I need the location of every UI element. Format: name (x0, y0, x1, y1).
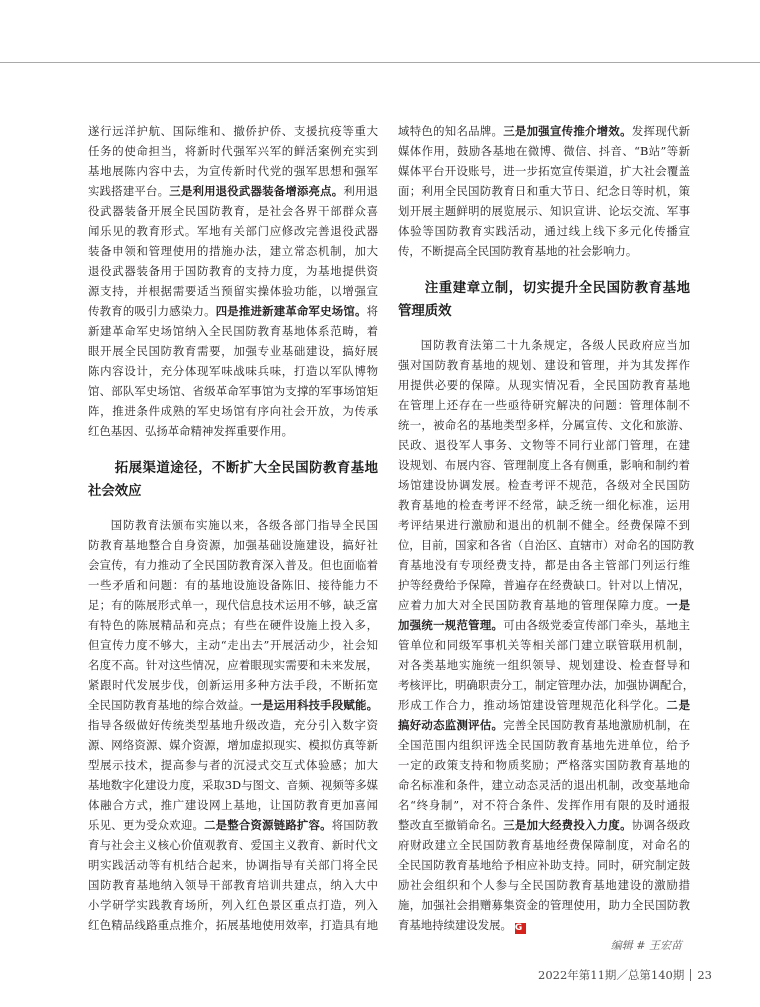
text-line (398, 795, 690, 815)
text-run: 有特色的陈展精品和亮点；有些在硬件设施上投入多， (88, 618, 378, 632)
text-line (88, 121, 378, 141)
text-line (88, 181, 378, 201)
bold-lead-phrase: 三是加强宣传推介增效。 (503, 124, 632, 138)
text-run: 指导各级做好传统类型基地升级改造，充分引入数字资 (88, 718, 378, 732)
text-line (398, 615, 690, 635)
text-run: 红色精品线路重点推介，拓展基地使用效率，打造具有地 (88, 918, 378, 932)
text-run: 民政、退役军人事务、文物等不同行业部门管理，在建 (398, 438, 690, 452)
text-run: 教育基地的检查考评不经常，缺乏统一细化标准，运用 (398, 498, 690, 512)
text-line (398, 915, 690, 935)
text-run: 对各类基地实施统一组织领导、规划建设、检查督导和 (398, 658, 690, 672)
text-line (88, 381, 378, 401)
text-line (398, 375, 690, 395)
text-line (398, 855, 690, 875)
text-line (88, 695, 378, 715)
text-line (88, 301, 378, 321)
text-run: 新建革命军史场馆纳入全民国防教育基地体系范畴，着 (88, 324, 378, 338)
bold-lead-phrase: 三是利用退役武器装备增添亮点。 (169, 184, 344, 198)
text-line (88, 735, 378, 755)
text-run: 育与社会主义核心价值观教育、爱国主义教育、新时代文 (88, 838, 378, 852)
text-line (88, 535, 378, 555)
text-line (88, 421, 378, 441)
text-line (88, 515, 378, 535)
text-run: 基地数字化建设力度，采取3D与图文、音频、视频等多媒 (88, 778, 378, 792)
section-heading (398, 277, 690, 323)
text-line (88, 815, 378, 835)
text-line (88, 915, 378, 935)
text-line (88, 675, 378, 695)
text-run: 役武器装备开展全民国防教育，是社会各界干部群众喜 (88, 204, 378, 218)
text-line (88, 655, 378, 675)
text-line (88, 161, 378, 181)
text-run: 将国防教 (331, 818, 378, 832)
text-line (88, 141, 378, 161)
text-line (398, 655, 690, 675)
text-run: 足；有的陈展形式单一，现代信息技术运用不够，缺乏富 (88, 598, 378, 612)
text-line (398, 675, 695, 695)
text-run: 源、网络资源、媒介资源，增加虚拟现实、模拟仿真等新 (88, 738, 378, 752)
text-line (88, 201, 378, 221)
text-run: 域特色的知名品牌。 (398, 124, 504, 138)
text-run: 防教育基地整合自身资源，加强基础设施建设，搞好社 (88, 538, 378, 552)
bold-lead-phrase: 加强统一规范管理。 (398, 618, 504, 632)
text-run: 小学研学实践教育场所，列入红色景区重点打造，列入 (88, 898, 378, 912)
text-run: 源支持，并根据需要适当预留实操体验功能，以增强宣 (88, 284, 378, 298)
section-heading (88, 457, 378, 503)
left-column (88, 121, 378, 935)
text-line (398, 895, 690, 915)
text-line (398, 835, 690, 855)
text-run: 一定的政策支持和物质奖励；严格落实国防教育基地的 (398, 758, 690, 772)
page-number: 23 (697, 968, 712, 982)
text-run: 基地展陈内容中去，为宣传新时代党的强军思想和强军 (88, 164, 378, 178)
bold-lead-phrase: 一是运用科技手段赋能。 (250, 698, 378, 712)
text-line (398, 635, 690, 655)
footer-separator (690, 969, 691, 981)
text-run: 体融合方式，推广建设网上基地，让国防教育更加喜闻 (88, 798, 378, 812)
text-run: 国防教育法第二十九条规定，各级人民政府应当加 (420, 338, 690, 352)
text-run: 施，加强社会捐赠募集资金的管理使用，助力全民国防教 (398, 898, 690, 912)
text-run: 统一，被命名的基地类型多样，分属宣传、文化和旅游、 (398, 418, 690, 432)
text-line (398, 815, 690, 835)
paragraph (398, 335, 695, 935)
text-line (398, 595, 690, 615)
text-run: 强对国防教育基地的规划、建设和管理，并为其发挥作 (398, 358, 690, 372)
text-run: 型展示技术，提高参与者的沉浸式交互式体验感；加大 (88, 758, 378, 772)
text-line (88, 715, 378, 735)
text-run: 完善全民国防教育基地激励机制，在 (503, 718, 690, 732)
bold-lead-phrase: 四是推进新建革命军史场馆。 (215, 304, 367, 318)
bold-lead-phrase: 搞好动态监测评估。 (398, 718, 504, 732)
text-line (398, 755, 690, 775)
text-run: 但宣传力度不够大，主动“走出去”开展活动少，社会知 (88, 638, 378, 652)
text-run: 护等经费给予保障，普遍存在经费缺口。针对以上情况， (398, 578, 690, 592)
text-line (88, 361, 378, 381)
text-run: 名度不高。针对这些情况，应着眼现实需要和未来发展， (88, 658, 378, 672)
text-line (88, 575, 378, 595)
text-run: 全国范围内组织评选全民国防教育基地先进单位，给予 (398, 738, 690, 752)
text-line (88, 401, 378, 421)
text-run: 任务的使命担当，将新时代强军兴军的鲜活案例充实到 (88, 144, 378, 158)
text-run: 实践搭建平台。 (88, 184, 170, 198)
text-run: 考核评比，明确职责分工，制定管理办法，加强协调配合， (398, 678, 695, 692)
text-run: 利用退 (343, 184, 378, 198)
text-run: 育基地没有专项经费支持，都是由各主管部门列运行维 (398, 558, 690, 572)
text-line (398, 715, 690, 735)
text-line (398, 161, 690, 181)
text-line (88, 775, 378, 795)
text-run: 眼开展全民国防教育需要，加强专业基础建设，搞好展 (88, 344, 378, 358)
text-line (88, 875, 378, 895)
text-run: 将 (366, 304, 378, 318)
text-line (398, 495, 690, 515)
bold-lead-phrase: 三是加大经费投入力度。 (503, 818, 632, 832)
text-line (398, 121, 690, 141)
text-run: 育基地持续建设发展。 (398, 918, 512, 932)
text-line (398, 555, 690, 575)
text-run: 装备申领和管理使用的措施办法，建立常态机制，加大 (88, 244, 378, 258)
heading-line: 注重建章立制，切实提升全民国防教育基地 (424, 281, 690, 296)
text-line (398, 475, 690, 495)
end-mark-icon: G (515, 923, 526, 934)
text-line (88, 855, 378, 875)
text-run: 媒体平台开设账号，进一步拓宽宣传渠道，扩大社会覆盖 (398, 164, 690, 178)
text-run: 国防教育基地纳入领导干部教育培训共建点，纳入大中 (88, 878, 378, 892)
text-line (398, 775, 690, 795)
paragraph (398, 121, 690, 261)
text-line (88, 341, 378, 361)
text-line (398, 575, 690, 595)
text-run: 紧跟时代发展步伐，创新运用多种方法手段，不断拓宽 (88, 678, 378, 692)
text-line (398, 141, 690, 161)
paragraph (88, 121, 378, 441)
text-run: 红色基因、弘扬革命精神发挥重要作用。 (88, 424, 294, 438)
text-run: 应着力加大对全民国防教育基地的管理保障力度。 (398, 598, 667, 612)
text-run: 发挥现代新 (631, 124, 690, 138)
right-column (398, 121, 695, 935)
text-run: 划开展主题鲜明的展览展示、知识宣讲、论坛交流、军事 (398, 204, 690, 218)
text-run: 名“终身制”，对不符合条件、发挥作用有限的及时通报 (398, 798, 690, 812)
text-line (398, 455, 690, 475)
text-run: 传教育的吸引力感染力。 (88, 304, 216, 318)
text-run: 在管理上还存在一些亟待研究解决的问题：管理体制不 (398, 398, 690, 412)
text-run: 用提供必要的保障。从现实情况看，全民国防教育基地 (398, 378, 690, 392)
heading-line: 管理质效 (398, 304, 452, 319)
top-rule (0, 62, 760, 63)
text-run: 考评结果进行激励和退出的机制不健全。经费保障不到 (398, 518, 690, 532)
text-run: 国防教育法颁布实施以来，各级各部门指导全民国 (110, 518, 378, 532)
text-run: 整改直至撤销命名。 (398, 818, 504, 832)
text-run: 传，不断提高全民国防教育基地的社会影响力。 (398, 244, 638, 258)
text-line (88, 321, 378, 341)
text-run: 命名标准和条件，建立动态灵活的退出机制，改变基地命 (398, 778, 690, 792)
text-run: 陈内容设计，充分体现军味战味兵味，打造以军队博物 (88, 364, 378, 378)
text-run: 管单位和同级军事机关等相关部门建立联管联用机制， (398, 638, 690, 652)
text-line (88, 835, 378, 855)
text-run: 励社会组织和个人参与全民国防教育基地建设的激励措 (398, 878, 690, 892)
heading-line: 社会效应 (88, 484, 142, 499)
bold-lead-phrase: 一是 (666, 598, 690, 612)
text-run: 设规划、布展内容、管理制度上各有侧重，影响和制约着 (398, 458, 690, 472)
editor-credit: 编辑 # 王宏苗 (610, 939, 682, 952)
text-run: 府财政建立全民国防教育基地经费保障制度，对命名的 (398, 838, 690, 852)
text-line (398, 355, 690, 375)
text-line (398, 695, 690, 715)
text-run: 形成工作合力，推动场馆建设管理规范化科学化。 (398, 698, 667, 712)
text-line (398, 241, 690, 261)
text-run: 场馆建设协调发展。检查考评不规范，各级对全民国防 (398, 478, 690, 492)
text-run: 一些矛盾和问题：有的基地设施设备陈旧、接待能力不 (88, 578, 378, 592)
text-line (88, 261, 378, 281)
text-line (398, 335, 690, 355)
text-line (88, 795, 378, 815)
text-run: 面；利用全民国防教育日和重大节日、纪念日等时机，策 (398, 184, 690, 198)
text-line (88, 241, 378, 261)
text-run: 阵，推进条件成熟的军史场馆有序向社会开放，为传承 (88, 404, 378, 418)
text-run: 明实践活动等有机结合起来，协调指导有关部门将全民 (88, 858, 378, 872)
text-run: 可由各级党委宣传部门牵头，基地主 (503, 618, 690, 632)
text-line (88, 595, 378, 615)
heading-line: 拓展渠道途径，不断扩大全民国防教育基地 (114, 461, 378, 476)
paragraph (88, 515, 378, 935)
text-run: 闻乐见的教育形式。军地有关部门应修改完善退役武器 (88, 224, 378, 238)
text-line (398, 875, 690, 895)
text-line (398, 435, 690, 455)
text-line (398, 515, 690, 535)
bold-lead-phrase: 二是 (666, 698, 690, 712)
text-run: 退役武器装备用于国防教育的支持力度，为基地提供资 (88, 264, 378, 278)
text-line (88, 221, 378, 241)
text-run: 体验等国防教育实践活动，通过线上线下多元化传播宣 (398, 224, 690, 238)
text-line (398, 535, 695, 555)
text-run: 协调各级政 (631, 818, 690, 832)
issue-info: 2022年第11期／总第140期 (538, 968, 685, 982)
text-run: 全民国防教育基地的综合效益。 (88, 698, 251, 712)
page-footer (538, 967, 712, 983)
text-run: 位，目前，国家和各省（自治区、直辖市）对命名的国防教 (398, 538, 695, 552)
text-run: 遂行远洋护航、国际维和、撤侨护侨、支援抗疫等重大 (88, 124, 378, 138)
bold-lead-phrase: 二是整合资源链路扩容。 (204, 818, 332, 832)
text-line (88, 635, 378, 655)
text-line (398, 735, 690, 755)
text-line (398, 395, 690, 415)
text-line (398, 221, 690, 241)
text-run: 会宣传，有力推动了全民国防教育深入普及。但也面临着 (88, 558, 378, 572)
text-line (398, 181, 690, 201)
text-run: 馆、部队军史场馆、省级革命军事馆为支撑的军事场馆矩 (88, 384, 378, 398)
text-line (88, 895, 378, 915)
text-line (88, 615, 378, 635)
text-line (88, 555, 378, 575)
text-run: 全民国防教育基地给予相应补助支持。同时，研究制定鼓 (398, 858, 690, 872)
text-line (398, 201, 690, 221)
text-line (88, 281, 378, 301)
text-run: 乐见、更为受众欢迎。 (88, 818, 205, 832)
text-line (398, 415, 690, 435)
text-run: 媒体作用，鼓励各基地在微博、微信、抖音、“B站”等新 (398, 144, 690, 158)
text-line (88, 755, 378, 775)
